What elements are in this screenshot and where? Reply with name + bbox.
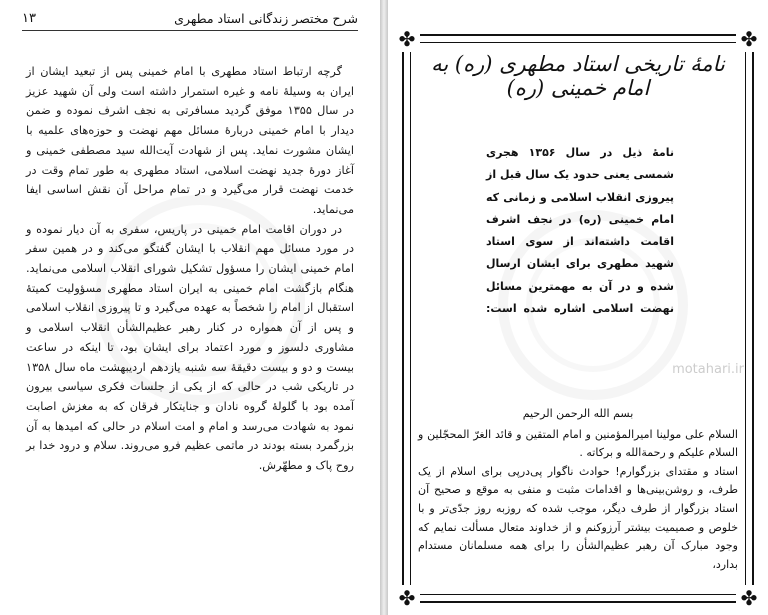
paragraph: گرچه ارتباط استاد مطهری با امام خمینی پس از تبعید ایشان از ایران به وسیلهٔ نامه و غیره استمرار داشته است ولی آن شهید عزیز در سال ۱۳۵۵ موفق گردید مسافرتی به نجف اشرف نموده و ضمن دیدار با امام خمینی دربارهٔ مسائل مهم نهضت و حوزه‌های علمیه با ایشان مشورت نماید. پس از شهادت آیت‌الله سید مصطفی خمینی و آغاز دورهٔ جدید نهضت اسلامی، استاد مطهری به طور تمام وقت در خدمت نهضت قرار می‌گیرد و در تمام مراحل آن نقش اساسی ایفا می‌نماید. — [26, 65, 354, 216]
letter-title: نامهٔ تاریخی استاد مطهری (ره) به امام خمینی (ره) — [431, 52, 725, 100]
salutation: السلام علی مولینا امیرالمؤمنین و امام المتقین و قائد الغرّ المحجّلین و السلام علیکم و رحمة‌الله و برکاته . — [418, 427, 738, 460]
letter-paragraph: استاد و مقتدای بزرگوارم! حوادث ناگوار پی‌درپی برای اسلام از یک طرف، و روشن‌بینی‌ها و اقدامات مثبت و منفی به موقع و صحیح آن استاد بزرگوار از طرف دیگر، موجب شده که روزبه روز جدّی‌تر و با خلوص و صمیمیت بیشتر آرزوکنم و از خداوند متعال مسألت نمایم که وجود مبارک آن رهبر عظیم‌الشأن را برای همه مسلمانان مستدام بدارد، — [418, 464, 738, 571]
page-number: ۱۳ — [22, 10, 36, 26]
book-gutter — [380, 0, 388, 615]
corner-ornament-icon: ✤ — [736, 26, 762, 52]
site-watermark: motahari.ir — [672, 362, 744, 377]
corner-ornament-icon: ✤ — [736, 585, 762, 611]
page-header — [22, 6, 358, 31]
corner-ornament-icon: ✤ — [394, 26, 420, 52]
left-page — [0, 0, 380, 615]
corner-ornament-icon: ✤ — [394, 585, 420, 611]
intro-paragraph: نامهٔ ذیل در سال ۱۳۵۶ هجری شمسی یعنی حدود یک سال قبل از پیروزی انقلاب اسلامی و زمانی که امام خمینی (ره) در نجف اشرف اقامت داشته‌اند از سوی استاد شهید مطهری برای ایشان ارسال شده و در آن به مهمترین مسائل نهضت اسلامی اشاره شده است: — [486, 146, 675, 316]
basmala: بسم الله الرحمن الرحیم — [522, 407, 634, 420]
paragraph: در دوران اقامت امام خمینی در پاریس، سفری به آن دیار نموده و در مورد مسائل مهم انقلاب با ایشان گفتگو می‌کند و در همین سفر امام خمینی ایشان را مسؤول تشکیل شورای انقلاب اسلامی می‌نماید. هنگام بازگشت امام خمینی به ایران استاد مطهری مسؤولیت کمیتهٔ استقبال از امام را شخصاً به عهده می‌گیرد و تا پیروزی انقلاب اسلامی و پس از آن همواره در کنار رهبر عظیم‌الشأن انقلاب اسلامی و مشاوری دلسوز و مورد اعتماد برای ایشان بود، تا اینکه در ساعت بیست و دو و بیست دقیقهٔ سه شنبه یازدهم اردیبهشت ماه سال ۱۳۵۸ در تاریکی شب در حالی که از یکی از جلسات فکری سیاسی بیرون آمده بود با گلولهٔ گروه نادان و جنایتکار فرقان که به مغزش اصابت نمود به شهادت می‌رسد و امام و امت اسلام در حالی که امیدها به آن بزرگمرد بسته بودند در ماتمی عظیم فرو می‌روند. سلام و درود خدا بر روح پاک و مطهّرش. — [26, 222, 354, 473]
letter-body — [418, 405, 738, 574]
running-title: شرح مختصر زندگانی استاد مطهری — [174, 10, 358, 26]
right-page — [388, 0, 768, 615]
body-text — [26, 62, 354, 476]
